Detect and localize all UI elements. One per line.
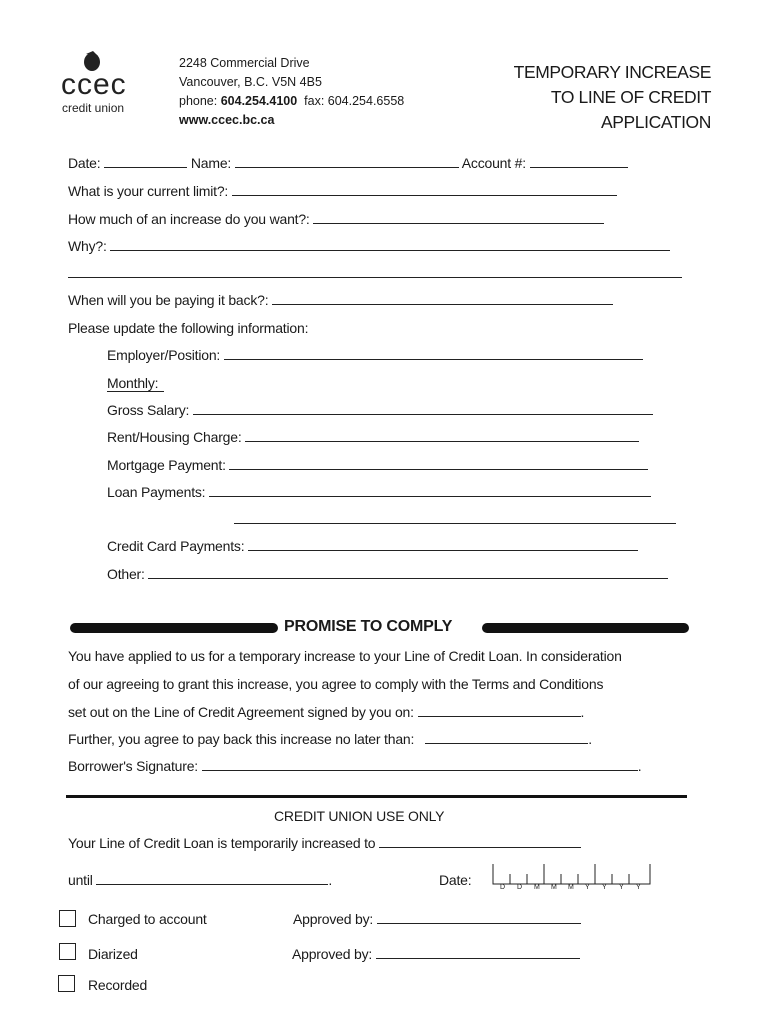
office-date-label: Date: [439, 872, 472, 888]
approved-row-1: Approved by: [293, 911, 581, 927]
row-why: Why?: [68, 238, 670, 254]
payback-field[interactable] [272, 292, 613, 305]
rent-field[interactable] [245, 429, 639, 442]
gross-salary-field[interactable] [193, 402, 653, 415]
date-letter: D [500, 884, 506, 891]
logo-name: ccec [61, 68, 127, 101]
charged-to-account-label: Charged to account [88, 911, 207, 927]
address-phone-line: phone: 604.254.4100 fax: 604.254.6558 [179, 94, 405, 108]
diarized-label: Diarized [88, 946, 138, 962]
diarized-checkbox[interactable] [59, 943, 76, 960]
row-credit-card: Credit Card Payments: [107, 538, 638, 554]
fax-number: fax: 604.254.6558 [304, 94, 405, 108]
row-rent: Rent/Housing Charge: [107, 429, 639, 445]
charged-to-account-checkbox[interactable] [59, 910, 76, 927]
date-field[interactable] [104, 155, 187, 168]
employer-field[interactable] [224, 347, 643, 360]
loan-field-line2[interactable] [234, 523, 676, 524]
recorded-checkbox[interactable] [58, 975, 75, 992]
row-current-limit: What is your current limit?: [68, 183, 617, 199]
row-mortgage: Mortgage Payment: [107, 457, 648, 473]
address-block [179, 54, 404, 130]
address-street: 2248 Commercial Drive [179, 56, 310, 70]
date-letter: M [568, 884, 574, 891]
approved-by-field-2[interactable] [376, 946, 580, 959]
heading-bar-left [70, 623, 278, 633]
promise-p2: of our agreeing to grant this increase, you agree to comply with the Terms and Conditions [68, 676, 604, 692]
row-other: Other: [107, 566, 668, 582]
form-title: TEMPORARY INCREASE TO LINE OF CREDIT APPLICATION [513, 62, 711, 132]
row-increase: How much of an increase do you want?: [68, 211, 604, 227]
payback-date-field[interactable] [425, 731, 588, 744]
increased-amount-field[interactable] [379, 835, 581, 848]
date-letter: Y [619, 884, 624, 891]
until-row: until . [68, 872, 333, 888]
date-letter: M [534, 884, 540, 891]
account-field[interactable] [530, 155, 628, 168]
date-letter: D [517, 884, 523, 891]
office-heading: CREDIT UNION USE ONLY [274, 808, 445, 824]
recorded-label: Recorded [88, 977, 148, 993]
date-letter: Y [602, 884, 607, 891]
promise-p1: You have applied to us for a temporary increase to your Line of Credit Loan. In consideration [68, 648, 622, 664]
row-payback: When will you be paying it back?: [68, 292, 613, 308]
promise-p3-row: set out on the Line of Credit Agreement signed by you on: . [68, 704, 585, 720]
website: www.ccec.bc.ca [179, 113, 275, 127]
current-limit-field[interactable] [232, 183, 617, 196]
signature-row: Borrower's Signature: . [68, 758, 642, 774]
date-letter: M [551, 884, 557, 891]
promise-heading: PROMISE TO COMPLY [284, 618, 453, 635]
row-gross: Gross Salary: [107, 402, 653, 418]
logo-subtitle: credit union [62, 101, 125, 115]
credit-card-field[interactable] [248, 538, 638, 551]
monthly-label: Monthly: [107, 375, 164, 392]
until-field[interactable] [96, 872, 328, 885]
approved-row-2: Approved by: [292, 946, 580, 962]
approved-by-field-1[interactable] [377, 911, 581, 924]
row-loan: Loan Payments: [107, 484, 651, 500]
promise-p4-row: Further, you agree to pay back this increase no later than: . [68, 731, 592, 747]
increase-field[interactable] [313, 211, 604, 224]
row-employer: Employer/Position: [107, 347, 643, 363]
why-field-line2[interactable] [68, 277, 682, 278]
signature-field[interactable] [202, 758, 638, 771]
increased-row: Your Line of Credit Loan is temporarily increased to [68, 835, 581, 851]
agreement-date-field[interactable] [418, 704, 581, 717]
why-field[interactable] [110, 238, 670, 251]
date-letter: Y [585, 884, 590, 891]
update-heading: Please update the following information: [68, 320, 309, 336]
other-field[interactable] [148, 566, 668, 579]
heading-bar-right [482, 623, 689, 633]
address-city: Vancouver, B.C. V5N 4B5 [179, 75, 322, 89]
section-divider [66, 795, 687, 798]
mortgage-field[interactable] [229, 457, 648, 470]
name-field[interactable] [235, 155, 459, 168]
date-letter: Y [636, 884, 641, 891]
row-date-name-account: Date: Name: Account #: [68, 155, 628, 171]
phone-number: 604.254.4100 [220, 94, 298, 108]
loan-field[interactable] [209, 484, 651, 497]
